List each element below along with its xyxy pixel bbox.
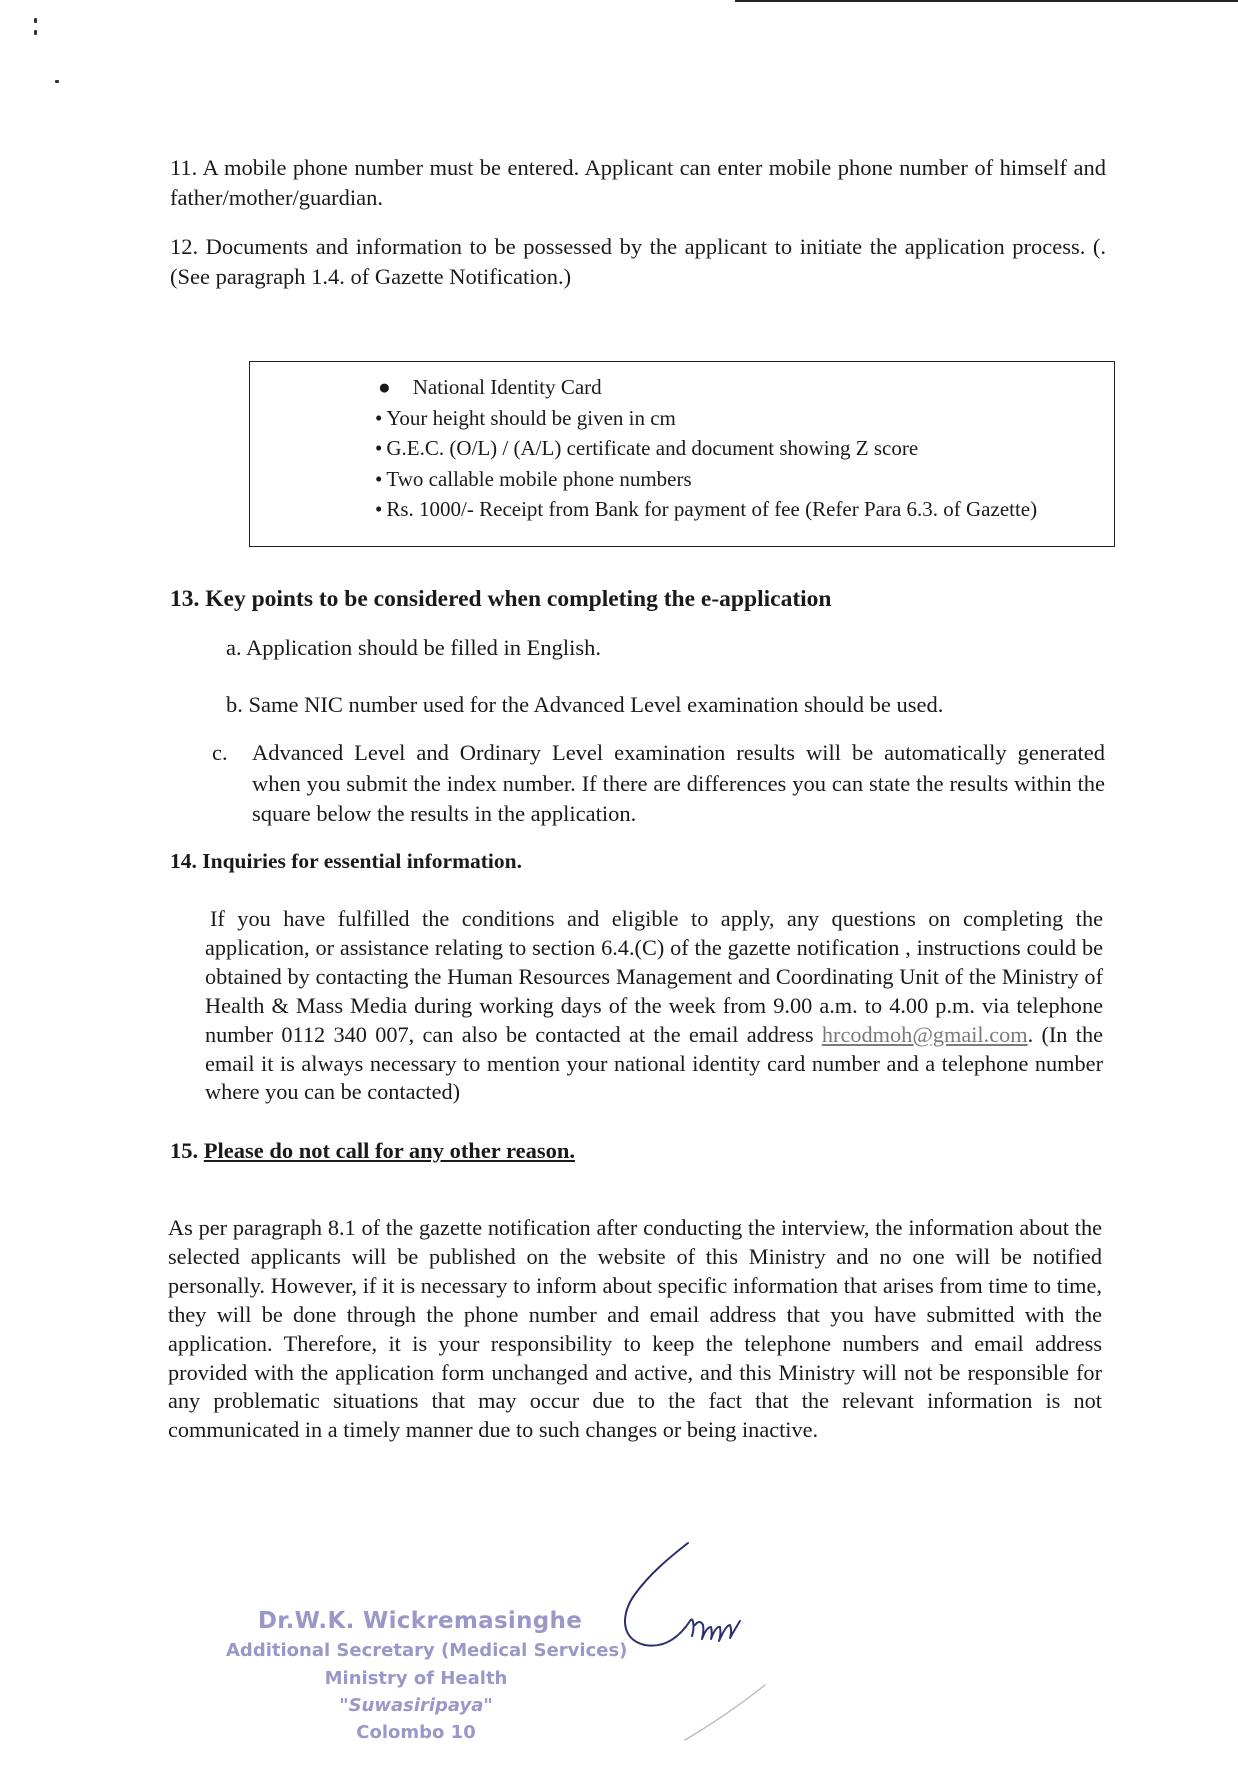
- item-14-heading: 14. Inquiries for essential information.: [170, 849, 522, 873]
- required-documents-box: [249, 361, 1115, 547]
- list-item: • Two callable mobile phone numbers: [375, 464, 1037, 495]
- list-item: • Your height should be given in cm: [375, 403, 1037, 434]
- item-12-number: 12.: [170, 234, 199, 259]
- stamp-building: "Suwasiripaya": [339, 1695, 493, 1716]
- list-item: ● National Identity Card: [375, 372, 1037, 403]
- item-12-text: Documents and information to be possessed by the applicant to initiate the application process. (. (See paragraph 1.4. of Gazette Notification.): [170, 234, 1106, 289]
- item-13-point-b: b. Same NIC number used for the Advanced Level examination should be used.: [226, 692, 944, 717]
- item-15-text: Please do not call for any other reason.: [203, 1138, 575, 1163]
- bullet-icon: •: [375, 497, 383, 521]
- item-11-number: 11.: [170, 155, 198, 180]
- contact-email-link[interactable]: hrcodmoh@gmail.com: [821, 1021, 1028, 1047]
- list-item: • G.E.C. (O/L) / (A/L) certificate and document showing Z score: [375, 433, 1037, 464]
- stamp-city: Colombo 10: [356, 1722, 476, 1743]
- bullet-icon: •: [375, 466, 383, 491]
- item-11-text: A mobile phone number must be entered. Applicant can enter mobile phone number of himself and father/mother/guardian.: [170, 155, 1106, 210]
- handwritten-signature: [600, 1535, 850, 1765]
- bullet-icon: •: [375, 405, 383, 430]
- item-13-heading: 13. Key points to be considered when completing the e-application: [170, 586, 832, 612]
- stamp-title: Additional Secretary (Medical Services): [226, 1640, 628, 1661]
- stamp-organization: Ministry of Health: [324, 1668, 508, 1689]
- item-11: [170, 153, 1106, 212]
- required-documents-list: [375, 372, 1037, 525]
- list-item: • Rs. 1000/- Receipt from Bank for payment of fee (Refer Para 6.3. of Gazette): [375, 494, 1037, 525]
- item-15-number: 15.: [170, 1138, 199, 1163]
- item-13-point-c: c. Advanced Level and Ordinary Level examination results will be automatically generated when you submit the index number. If there are differences you can state the results within the square below the results in the application.: [212, 740, 1105, 826]
- closing-paragraph: As per paragraph 8.1 of the gazette notification after conducting the interview, the information about the selected applicants will be published on the website of this Ministry and no one will be notified personally. However, if it is necessary to inform about specific information that arises from time to time, they will be done through the phone number and email address that you have submitted with the application. Therefore, it is your responsibility to keep the telephone numbers and email address provided with the application form unchanged and active, and this Ministry will not be responsible for any problematic situations that may occur due to the fact that the relevant information is not communicated in a timely manner due to such changes or being inactive.: [168, 1215, 1102, 1443]
- item-15: [170, 1136, 575, 1166]
- official-stamp: [226, 1608, 628, 1758]
- bullet-icon: •: [375, 436, 383, 460]
- item-14-text: If you have fulfilled the conditions and eligible to apply, any questions on completing the application, or assistance relating to section 6.4.(C) of the gazette notification , instructions could be obtained by contacting the Human Resources Management and Coordinating Unit of the Ministry of Health & Mass Media during working days of the week from 9.00 a.m. to 4.00 p.m. via telephone number 0112 340 007, can also be contacted at the email address hrcodmoh@gmail.com. (In the email it is always necessary to mention your national identity card number and a telephone number where you can be contacted): [205, 906, 1103, 1105]
- scan-speck: [34, 18, 37, 23]
- scan-speck: [34, 30, 37, 35]
- stamp-name: Dr.W.K. Wickremasinghe: [257, 1608, 583, 1634]
- item-13-point-a: a. Application should be filled in English.: [226, 635, 601, 660]
- scan-speck: [55, 80, 59, 83]
- bullet-icon: ●: [378, 375, 391, 399]
- item-12: [170, 232, 1106, 291]
- top-edge-rule: [735, 0, 1238, 2]
